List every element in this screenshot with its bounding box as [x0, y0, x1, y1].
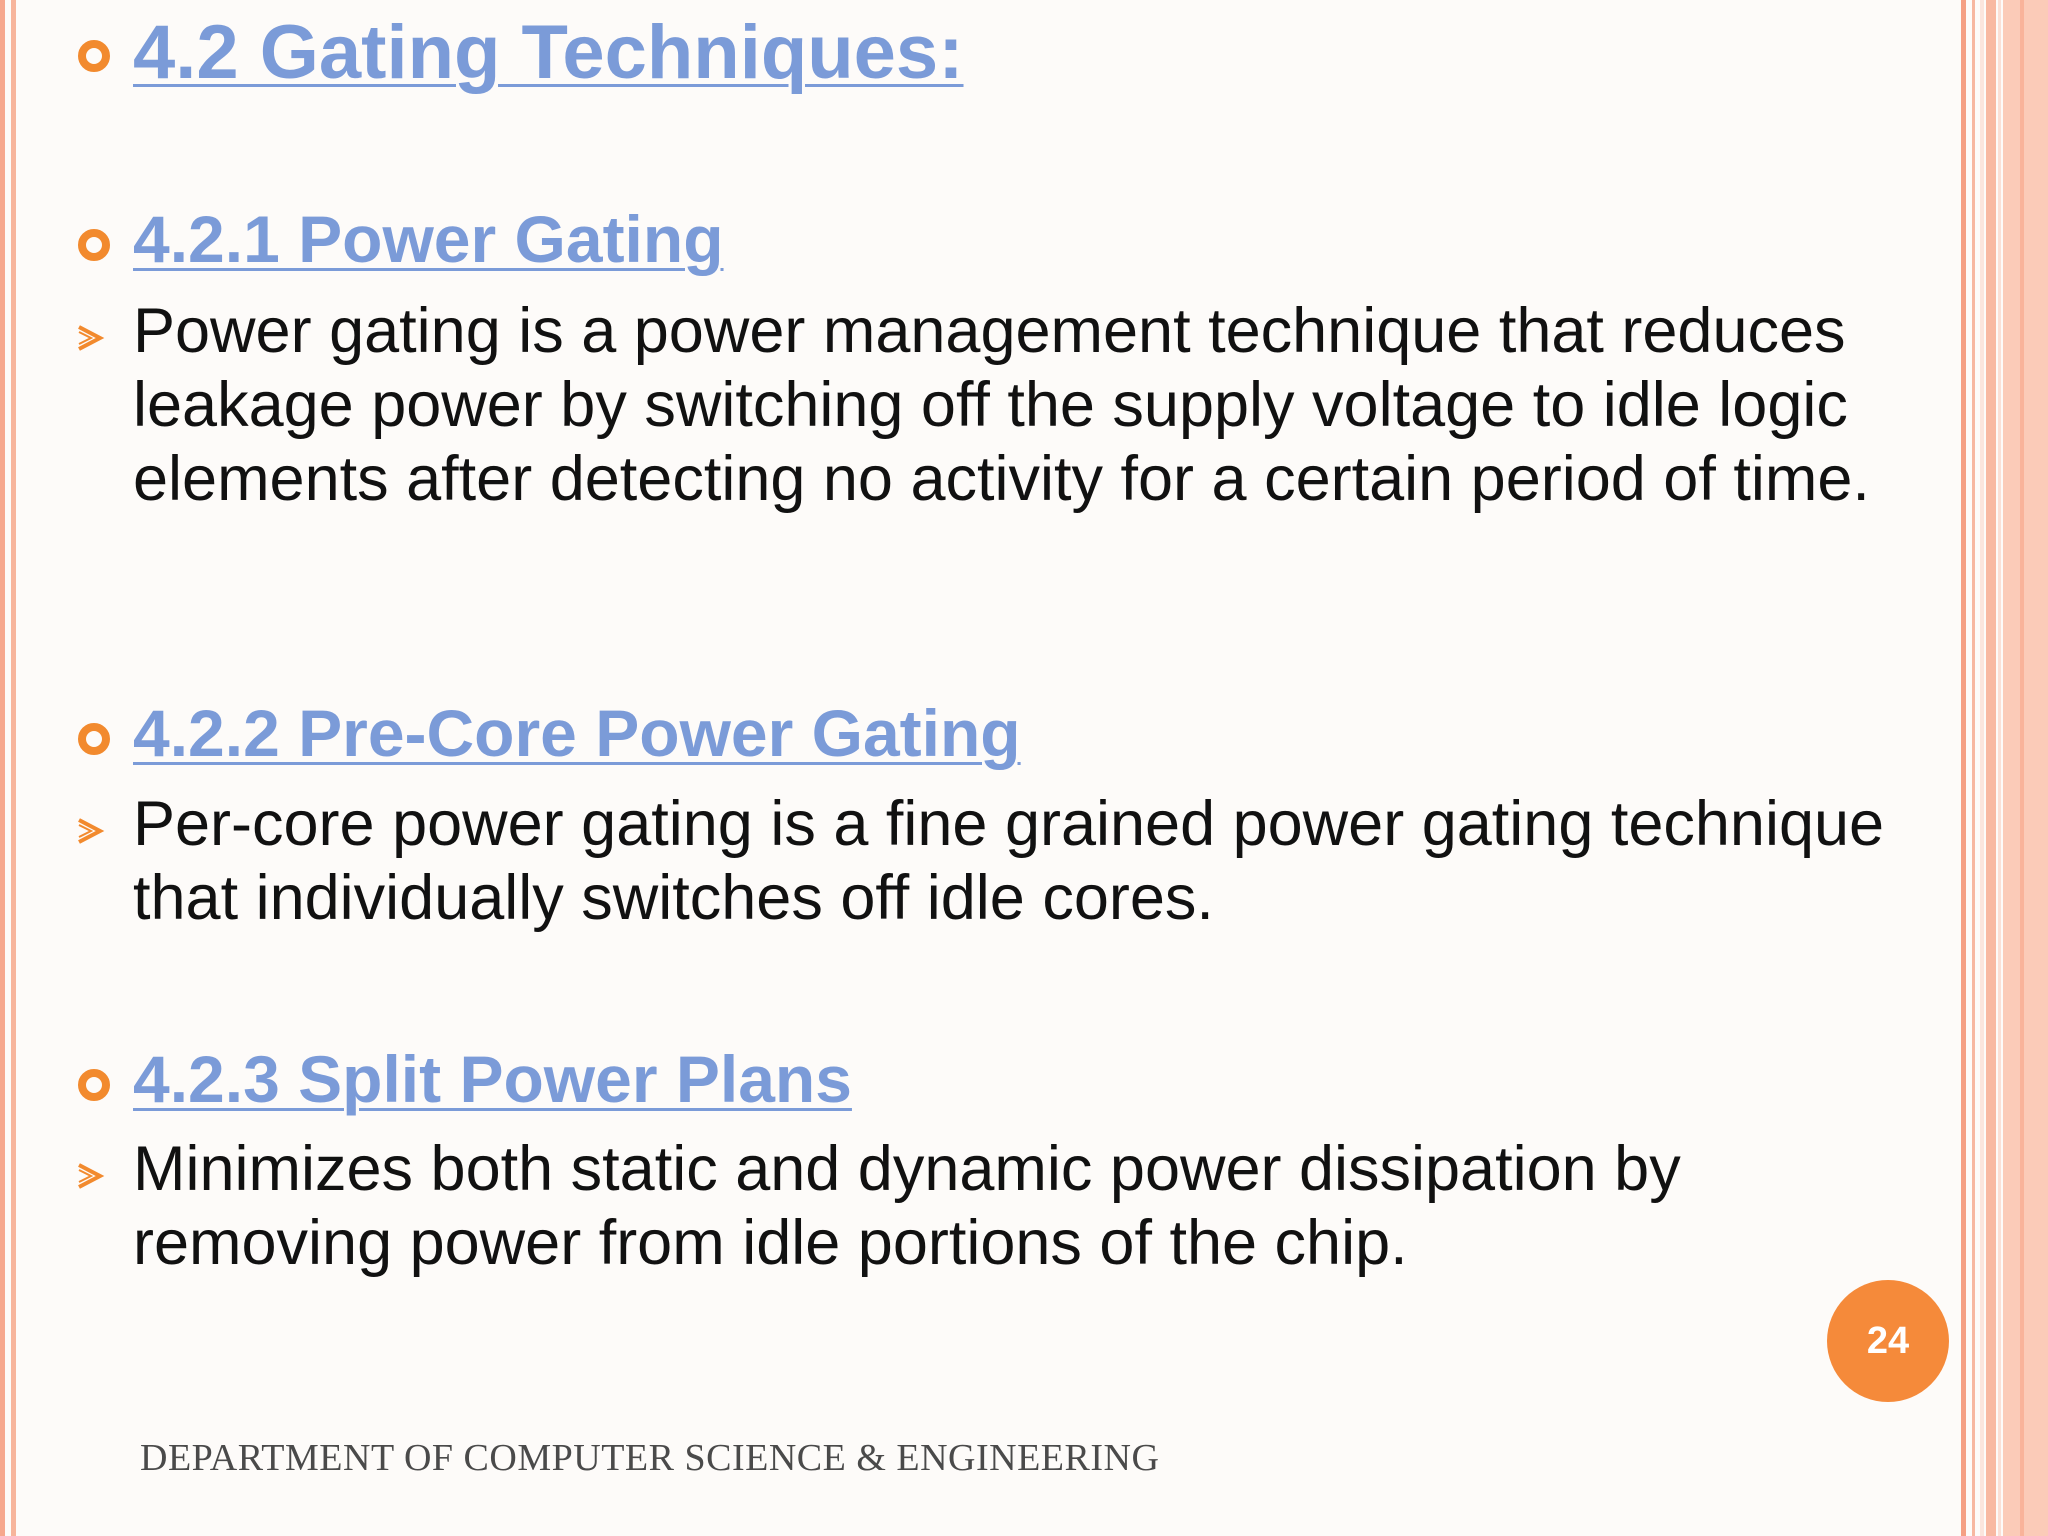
right-border-stripe	[1998, 0, 2001, 1536]
main-heading[interactable]: 4.2 Gating Techniques:	[133, 10, 964, 95]
circle-bullet-icon	[78, 229, 110, 261]
circle-bullet-icon	[78, 723, 110, 755]
page-number-badge: 24	[1827, 1280, 1949, 1402]
right-border-stripe	[1986, 0, 1996, 1536]
circle-bullet-icon	[78, 40, 110, 72]
arrow-bullet-icon	[74, 815, 106, 847]
arrow-bullet-icon	[74, 1160, 106, 1192]
circle-bullet-icon	[78, 1069, 110, 1101]
right-border-band	[2003, 0, 2048, 1536]
right-border-stripe	[1961, 0, 1966, 1536]
right-border-stripe	[2020, 0, 2024, 1536]
right-border-stripe	[1980, 0, 1984, 1536]
arrow-bullet-icon	[74, 322, 106, 354]
department-footer: DEPARTMENT OF COMPUTER SCIENCE & ENGINEERING	[140, 1437, 1160, 1479]
section-heading-split-power-plans[interactable]: 4.2.3 Split Power Plans	[133, 1042, 852, 1116]
section-text-split-power-plans: Minimizes both static and dynamic power dissipation by removing power from idle portions of the chip.	[133, 1134, 1681, 1278]
section-text-pre-core-power-gating: Per-core power gating is a fine grained power gating technique that individually switches off idle cores.	[133, 789, 1885, 933]
right-border-stripe	[1972, 0, 1975, 1536]
section-heading-power-gating[interactable]: 4.2.1 Power Gating	[133, 202, 724, 276]
section-text-power-gating: Power gating is a power management technique that reduces leakage power by switching off the supply voltage to idle logic elements after detecting no activity for a certain period of time.	[133, 296, 1870, 514]
section-heading-pre-core-power-gating[interactable]: 4.2.2 Pre-Core Power Gating	[133, 696, 1021, 770]
